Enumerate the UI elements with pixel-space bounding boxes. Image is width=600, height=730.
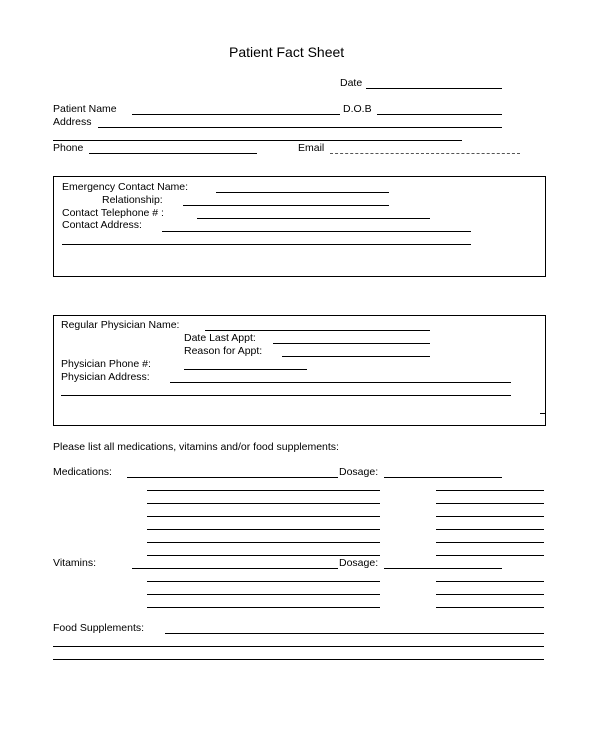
vitamins-label: Vitamins: bbox=[53, 557, 96, 569]
dob-field[interactable] bbox=[377, 114, 502, 115]
medication-line[interactable] bbox=[147, 516, 380, 517]
medication-line[interactable] bbox=[147, 555, 380, 556]
contact-address-label: Contact Address: bbox=[62, 219, 142, 231]
dob-label: D.O.B bbox=[343, 103, 372, 115]
dosage-label: Dosage: bbox=[339, 466, 379, 478]
dosage-line[interactable] bbox=[436, 490, 544, 491]
medications-instruction: Please list all medications, vitamins and/or food supplements: bbox=[53, 441, 339, 453]
contact-telephone-label: Contact Telephone # : bbox=[62, 207, 164, 219]
medication-field[interactable] bbox=[127, 477, 338, 478]
physician-address-field-line-2[interactable] bbox=[61, 395, 511, 396]
physician-address-field[interactable] bbox=[170, 382, 511, 383]
medication-line[interactable] bbox=[147, 542, 380, 543]
reason-field[interactable] bbox=[282, 356, 430, 357]
medications-label: Medications: bbox=[53, 466, 112, 478]
vitamin-dosage-label: Dosage: bbox=[339, 557, 379, 569]
vitamin-dosage-line[interactable] bbox=[436, 594, 544, 595]
dosage-line[interactable] bbox=[436, 555, 544, 556]
dosage-line[interactable] bbox=[436, 529, 544, 530]
address-label: Address bbox=[53, 116, 92, 128]
date-field[interactable] bbox=[366, 88, 502, 89]
last-appt-label: Date Last Appt: bbox=[184, 332, 256, 344]
corner-mark bbox=[540, 413, 545, 414]
address-field[interactable] bbox=[98, 127, 502, 128]
patient-name-field[interactable] bbox=[132, 114, 340, 115]
medication-line[interactable] bbox=[147, 503, 380, 504]
date-label: Date bbox=[340, 77, 363, 89]
medication-line[interactable] bbox=[147, 490, 380, 491]
dosage-field[interactable] bbox=[384, 477, 502, 478]
dosage-line[interactable] bbox=[436, 516, 544, 517]
vitamin-dosage-field[interactable] bbox=[384, 568, 502, 569]
physician-phone-field[interactable] bbox=[184, 369, 307, 370]
dosage-line[interactable] bbox=[436, 503, 544, 504]
physician-name-field[interactable] bbox=[205, 330, 430, 331]
vitamin-line[interactable] bbox=[147, 594, 380, 595]
physician-address-label: Physician Address: bbox=[61, 371, 150, 383]
emergency-name-label: Emergency Contact Name: bbox=[62, 181, 189, 193]
food-supplements-label: Food Supplements: bbox=[53, 622, 145, 634]
vitamin-line[interactable] bbox=[147, 607, 380, 608]
dosage-line[interactable] bbox=[436, 542, 544, 543]
reason-label: Reason for Appt: bbox=[184, 345, 263, 357]
vitamin-dosage-line[interactable] bbox=[436, 581, 544, 582]
vitamin-line[interactable] bbox=[147, 581, 380, 582]
email-field[interactable] bbox=[330, 153, 520, 154]
patient-name-label: Patient Name bbox=[53, 103, 117, 115]
phone-field[interactable] bbox=[89, 153, 257, 154]
contact-telephone-field[interactable] bbox=[197, 218, 430, 219]
contact-address-field[interactable] bbox=[162, 231, 471, 232]
medication-line[interactable] bbox=[147, 529, 380, 530]
physician-name-label: Regular Physician Name: bbox=[61, 319, 180, 331]
food-supplements-field[interactable] bbox=[165, 633, 544, 634]
email-label: Email bbox=[298, 142, 325, 154]
relationship-field[interactable] bbox=[183, 205, 389, 206]
relationship-label: Relationship: bbox=[102, 194, 163, 206]
last-appt-field[interactable] bbox=[273, 343, 430, 344]
vitamin-dosage-line[interactable] bbox=[436, 607, 544, 608]
physician-phone-label: Physician Phone #: bbox=[61, 358, 151, 370]
emergency-name-field[interactable] bbox=[216, 192, 389, 193]
address-field-line-2[interactable] bbox=[53, 140, 462, 141]
vitamin-field[interactable] bbox=[132, 568, 338, 569]
food-supplements-line[interactable] bbox=[53, 659, 544, 660]
page-title: Patient Fact Sheet bbox=[229, 44, 345, 60]
phone-label: Phone bbox=[53, 142, 84, 154]
contact-address-field-line-2[interactable] bbox=[62, 244, 471, 245]
food-supplements-line[interactable] bbox=[53, 646, 544, 647]
